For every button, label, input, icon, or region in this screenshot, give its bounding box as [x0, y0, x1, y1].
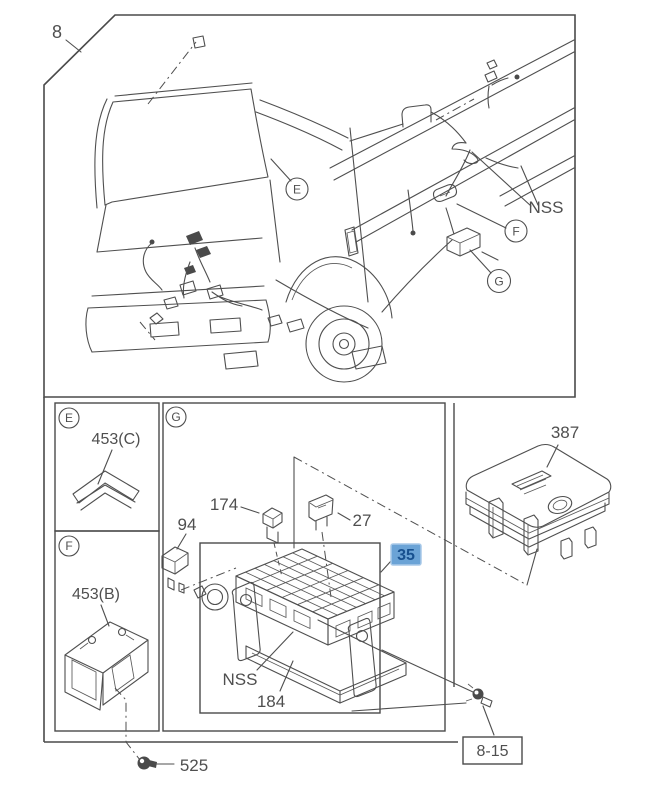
part-27-drawing: [309, 495, 333, 530]
bolt-525: [138, 756, 209, 775]
part-27-label: 27: [352, 511, 372, 530]
part-453b-label: 453(B): [71, 586, 121, 603]
svg-text:E: E: [292, 182, 302, 197]
clamp-part: [434, 185, 457, 202]
ref-8-label: 8: [51, 22, 63, 42]
detail-e-panel: [55, 403, 159, 531]
part-387-label: 387: [550, 423, 580, 442]
nss-main-label: NSS: [528, 198, 564, 217]
part-453c-drawing: [73, 471, 139, 510]
part-94-drawing: [162, 547, 188, 593]
svg-text:G: G: [494, 274, 504, 289]
bolt-525-leader: [115, 688, 140, 760]
svg-text:E: E: [64, 411, 74, 425]
main-view-frame: [44, 15, 575, 397]
connector-part: [447, 228, 480, 256]
svg-text:F: F: [65, 539, 73, 553]
detail-g-panel: [162, 403, 537, 731]
ref-8-pointer: [66, 40, 81, 52]
fusebox-nss-label: NSS: [222, 670, 258, 689]
part-174-label: 174: [209, 495, 239, 514]
front-harness: [140, 231, 304, 340]
svg-text:F: F: [512, 224, 520, 239]
cross-ref-8-15: [352, 650, 522, 764]
truck-illustration: [86, 36, 452, 382]
chassis-illustration: [330, 40, 574, 260]
part-174-drawing: [263, 508, 282, 543]
section-ref-label: 8-15: [476, 743, 509, 760]
part-453c-label: 453(C): [91, 431, 141, 448]
main-view-callouts: [271, 152, 563, 293]
part-453b-drawing: [65, 622, 148, 710]
part-184-label: 184: [256, 692, 286, 711]
svg-text:35: 35: [397, 547, 415, 564]
svg-text:G: G: [171, 410, 181, 424]
part-387-drawing: [466, 445, 611, 559]
bolt-525-label: 525: [179, 756, 209, 775]
cover-387: [466, 423, 611, 559]
detail-f-panel: [55, 531, 159, 760]
relation-leader: [294, 457, 527, 585]
screw-icon: [466, 684, 492, 707]
part-94-label: 94: [177, 515, 197, 534]
